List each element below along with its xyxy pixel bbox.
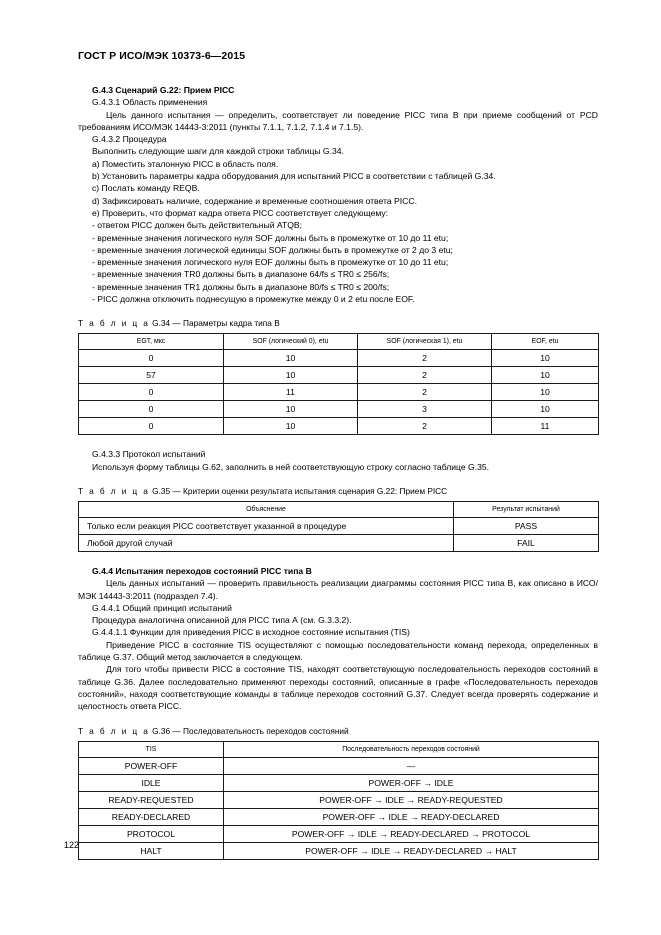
table-cell: —: [224, 757, 599, 774]
paragraph-g44-intro: Цель данных испытаний — проверить правильность реализации диаграммы состояния PICC типа В, как описано в ИСО/МЭК 14443-3:2011 (подраздел 7.4).: [78, 578, 598, 601]
table-row: [79, 808, 599, 825]
section-heading-g431: G.4.3.1 Область применения: [92, 97, 208, 108]
table-row: [79, 757, 599, 774]
table-row: [79, 350, 599, 367]
table-cell: 3: [358, 401, 492, 418]
section-heading-g441: G.4.4.1 Общий принцип испытаний: [92, 602, 232, 613]
table-row: [79, 825, 599, 842]
table-cell: 10: [492, 401, 599, 418]
table-cell: READY-REQUESTED: [79, 791, 224, 808]
table-cell: HALT: [79, 842, 224, 859]
paragraph-g441-text: Процедура аналогична описанной для PICC типа А (см. G.3.3.2).: [92, 615, 352, 626]
table-cell: 10: [492, 384, 599, 401]
table-row: [79, 534, 599, 551]
check-item-1: - ответом PICC должен быть действительный ATQB;: [92, 220, 303, 231]
check-item-2: - временные значения логического нуля SOF должны быть в промежутке от 10 до 11 etu;: [92, 232, 449, 243]
table-cell: 0: [79, 401, 224, 418]
table-caption-label-g34: Т а б л и ц а: [78, 318, 150, 329]
table-cell: FAIL: [454, 534, 599, 551]
document-header: ГОСТ Р ИСО/МЭК 10373-6—2015: [78, 50, 246, 62]
paragraph-g432-intro: Выполнить следующие шаги для каждой строки таблицы G.34.: [92, 146, 344, 157]
table-cell: PASS: [454, 517, 599, 534]
section-heading-g4411: G.4.4.1.1 Функции для приведения PICC в исходное состояние испытания (TIS): [92, 627, 410, 638]
table-caption-label-g36: Т а б л и ц а: [78, 725, 150, 736]
check-item-5: - временные значения TR0 должны быть в диапазоне 64/fs ≤ TR0 ≤ 256/fs;: [92, 269, 390, 280]
step-item-d: d) Зафиксировать наличие, содержание и временные соотношения ответа PICC.: [92, 195, 417, 206]
step-item-a: a) Поместить эталонную PICC в область поля.: [92, 158, 279, 169]
paragraph-g4411-p2: Для того чтобы привести PICC в состояние TIS, находят соответствующую последовательность переходов состояний в таблице G.36. Далее последовательно применяют переходы состояний, описанные в графе «Последовательность переходов состояний», находя соответствующие команды в таблице переходов состояний G.37. Следует всегда проверять содержание и целостность ответа PICC.: [78, 664, 598, 712]
table-cell: POWER-OFF → IDLE → READY-DECLARED → HALT: [224, 842, 599, 859]
table-caption-text-g34: G.34 — Параметры кадра типа В: [152, 318, 280, 329]
table-column-header: EGT, мкс: [79, 334, 224, 350]
table-cell: 2: [358, 418, 492, 435]
table-cell: PROTOCOL: [79, 825, 224, 842]
table-column-header: EOF, etu: [492, 334, 599, 350]
table-cell: 2: [358, 384, 492, 401]
table-column-header: Последовательность переходов состояний: [224, 741, 599, 757]
table-column-header: Результат испытаний: [454, 501, 599, 517]
table-column-header: SOF (логическая 1), etu: [358, 334, 492, 350]
table-g34-frame-parameters: [78, 333, 599, 435]
table-row: [79, 367, 599, 384]
paragraph-g431-scope: Цель данного испытания — определить, соответствует ли поведение PICC типа В при приеме сообщений от PCD требованиям ИСО/МЭК 14443-3:2011 (пункты 7.1.1, 7.1.2, 7.1.4 и 7.1.5).: [78, 109, 598, 132]
table-row: [79, 774, 599, 791]
table-cell: 11: [224, 384, 358, 401]
table-g35-evaluation-criteria: [78, 501, 599, 552]
table-cell: POWER-OFF → IDLE → READY-DECLARED: [224, 808, 599, 825]
step-item-c: c) Послать команду REQB.: [92, 183, 200, 194]
table-cell: 10: [492, 367, 599, 384]
table-column-header: SOF (логический 0), etu: [224, 334, 358, 350]
section-heading-g44: G.4.4 Испытания переходов состояний PICC типа В: [92, 565, 312, 576]
table-cell: Любой другой случай: [79, 534, 454, 551]
table-caption-g35: [78, 486, 598, 497]
table-header-row: [79, 501, 599, 517]
table-cell: 10: [224, 350, 358, 367]
table-cell: 2: [358, 350, 492, 367]
table-row: [79, 418, 599, 435]
table-header-row: [79, 334, 599, 350]
table-row: [79, 384, 599, 401]
table-cell: Только если реакция PICC соответствует указанной в процедуре: [79, 517, 454, 534]
check-item-6: - временные значения TR1 должны быть в диапазоне 80/fs ≤ TR0 ≤ 200/fs;: [92, 281, 390, 292]
table-row: [79, 791, 599, 808]
check-item-7: - PICC должна отключить поднесущую в промежутке между 0 и 2 etu после EOF.: [92, 294, 415, 305]
table-cell: 2: [358, 367, 492, 384]
table-row: [79, 842, 599, 859]
table-cell: POWER-OFF → IDLE: [224, 774, 599, 791]
table-column-header: Объяснение: [79, 501, 454, 517]
table-g36-state-transition-sequence: [78, 741, 599, 860]
table-cell: 57: [79, 367, 224, 384]
table-column-header: TIS: [79, 741, 224, 757]
paragraph-g4411-p1: Приведение PICC в состояние TIS осуществляют с помощью последовательности команд перехода, определенных в таблице G.37. Общий метод заключается в следующем.: [78, 639, 598, 663]
table-cell: 0: [79, 384, 224, 401]
table-cell: 0: [79, 418, 224, 435]
section-heading-g433: G.4.3.3 Протокол испытаний: [92, 449, 206, 460]
table-cell: 10: [224, 367, 358, 384]
check-item-4: - временные значения логического нуля EOF должны быть в промежутке от 10 до 11 etu;: [92, 257, 449, 268]
step-item-b: b) Установить параметры кадра оборудования для испытаний PICC в соответствии с таблицей G.34.: [92, 171, 496, 182]
paragraph-g433-protocol: Используя форму таблицы G.62, заполнить в ней соответствующую строку согласно таблице G.35.: [92, 461, 490, 472]
table-caption-g36: [78, 726, 598, 737]
table-cell: 0: [79, 350, 224, 367]
table-caption-text-g36: G.36 — Последовательность переходов состояний: [152, 725, 349, 736]
table-cell: 10: [224, 418, 358, 435]
table-caption-g34: [78, 318, 598, 329]
table-cell: READY-DECLARED: [79, 808, 224, 825]
table-cell: IDLE: [79, 774, 224, 791]
table-row: [79, 517, 599, 534]
table-caption-text-g35: G.35 — Критерии оценки результата испытания сценария G.22: Прием PICC: [152, 485, 448, 496]
table-cell: 11: [492, 418, 599, 435]
page-number: 122: [64, 840, 80, 850]
table-cell: POWER-OFF → IDLE → READY-REQUESTED: [224, 791, 599, 808]
table-caption-label-g35: Т а б л и ц а: [78, 485, 150, 496]
table-cell: POWER-OFF: [79, 757, 224, 774]
check-item-3: - временные значения логической единицы SOF должны быть в промежутке от 2 до 3 etu;: [92, 244, 453, 255]
section-heading-g43: G.4.3 Сценарий G.22: Прием PICC: [92, 85, 235, 95]
table-cell: 10: [224, 401, 358, 418]
step-item-e: e) Проверить, что формат кадра ответа PICC соответствует следующему:: [92, 207, 389, 218]
table-row: [79, 401, 599, 418]
table-cell: POWER-OFF → IDLE → READY-DECLARED → PROTOCOL: [224, 825, 599, 842]
table-cell: 10: [492, 350, 599, 367]
table-header-row: [79, 741, 599, 757]
section-heading-g432: G.4.3.2 Процедура: [92, 134, 167, 145]
page-content: [78, 50, 598, 860]
